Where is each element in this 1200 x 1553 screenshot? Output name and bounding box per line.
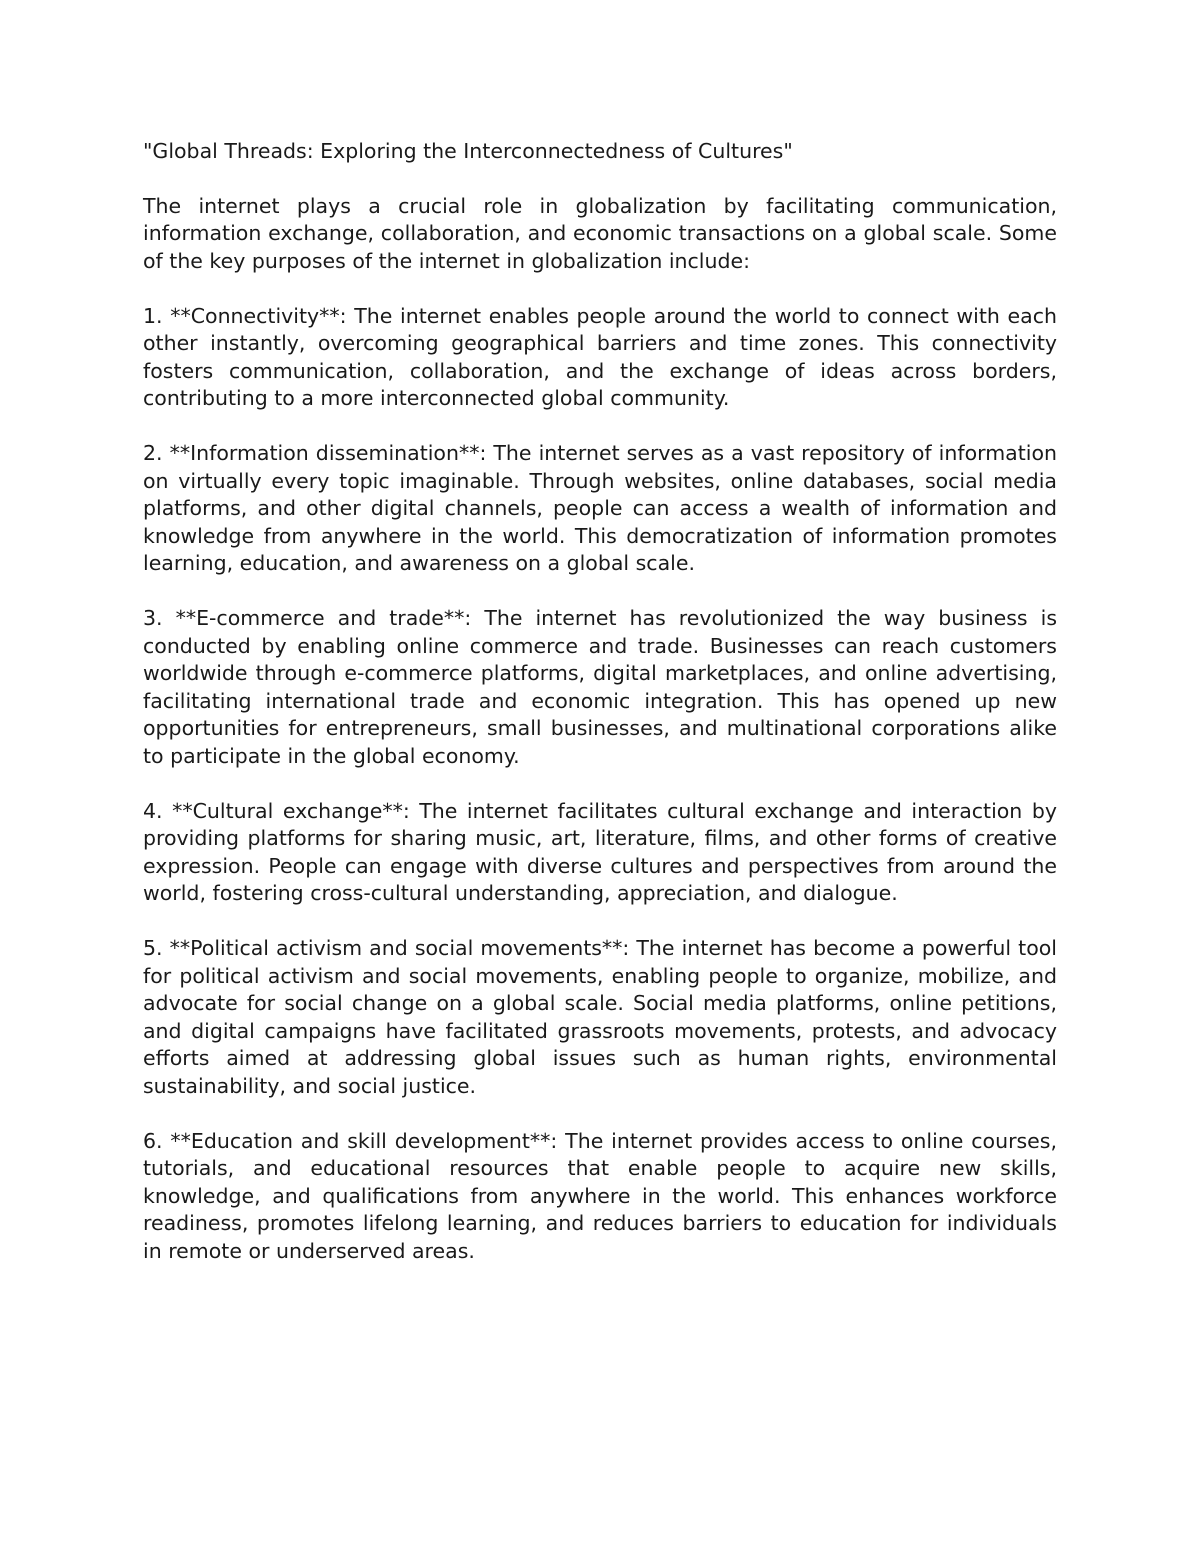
document-title: "Global Threads: Exploring the Interconnectedness of Cultures" bbox=[143, 139, 793, 163]
document-page bbox=[143, 138, 1057, 1293]
list-item-cultural-exchange: 4. **Cultural exchange**: The internet facilitates cultural exchange and interaction by providing platforms for sharing music, art, literature, films, and other forms of creative expression. People can engage with diverse cultures and perspectives from around the world, fostering cross-cultural understanding, appreciation, and dialogue. bbox=[143, 798, 1057, 905]
list-item-education-skills: 6. **Education and skill development**: The internet provides access to online courses, tutorials, and educational resources that enable people to acquire new skills, knowledge, and qualifications from anywhere in the world. This enhances workforce readiness, promotes lifelong learning, and reduces barriers to education for individuals in remote or underserved areas. bbox=[143, 1128, 1057, 1263]
list-item-connectivity: 1. **Connectivity**: The internet enables people around the world to connect with each other instantly, overcoming geographical barriers and time zones. This connectivity fosters communication, collaboration, and the exchange of ideas across borders, contributing to a more interconnected global community. bbox=[143, 303, 1057, 410]
list-item-ecommerce-trade: 3. **E-commerce and trade**: The internet has revolutionized the way business is conducted by enabling online commerce and trade. Businesses can reach customers worldwide through e-commerce platforms, digital marketplaces, and online advertising, facilitating international trade and economic integration. This has opened up new opportunities for entrepreneurs, small businesses, and multinational corporations alike to participate in the global economy. bbox=[143, 606, 1057, 768]
intro-paragraph: The internet plays a crucial role in globalization by facilitating communication, information exchange, collaboration, and economic transactions on a global scale. Some of the key purposes of the internet in globalization include: bbox=[143, 193, 1057, 273]
list-item-information-dissemination: 2. **Information dissemination**: The internet serves as a vast repository of information on virtually every topic imaginable. Through websites, online databases, social media platforms, and other digital channels, people can access a wealth of information and knowledge from anywhere in the world. This democratization of information promotes learning, education, and awareness on a global scale. bbox=[143, 441, 1057, 575]
list-item-political-activism: 5. **Political activism and social movements**: The internet has become a powerful tool for political activism and social movements, enabling people to organize, mobilize, and advocate for social change on a global scale. Social media platforms, online petitions, and digital campaigns have facilitated grassroots movements, protests, and advocacy efforts aimed at addressing global issues such as human rights, environmental sustainability, and social justice. bbox=[143, 936, 1057, 1098]
